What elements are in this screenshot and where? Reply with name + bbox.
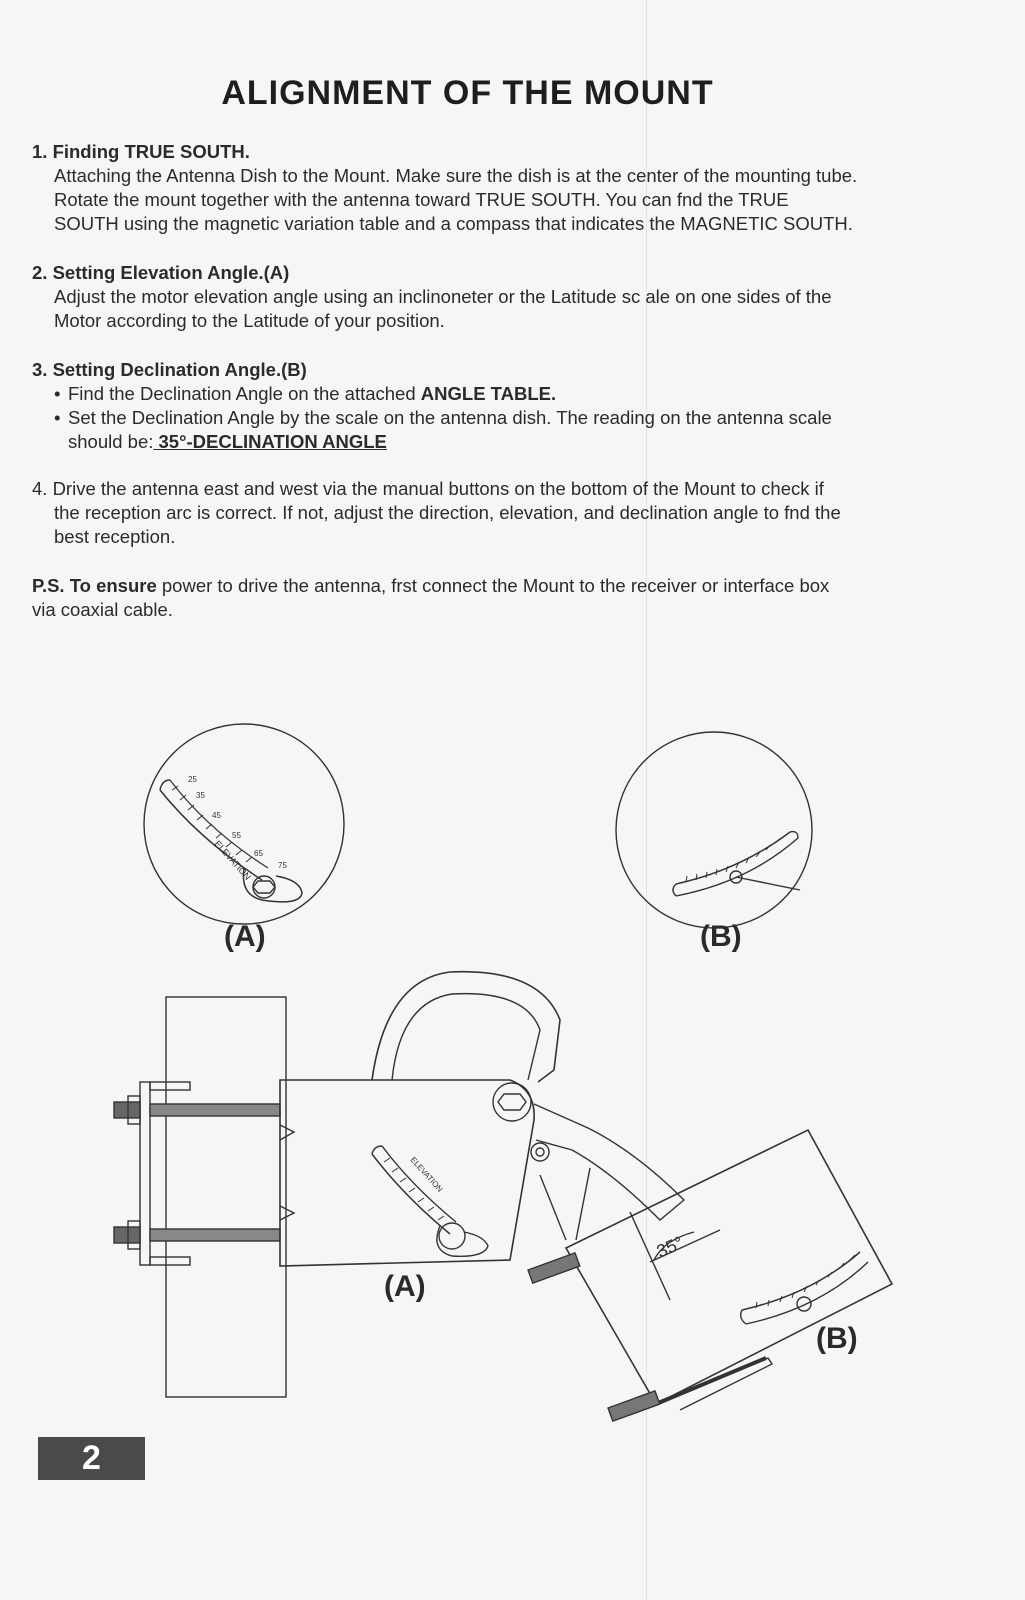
figure-label-a-detail: (A) xyxy=(224,920,266,953)
section-line: best reception. xyxy=(54,526,176,547)
section-heading: 3. Setting Declination Angle.(B) xyxy=(32,359,307,380)
ps-bold: P.S. To ensure xyxy=(32,575,157,596)
section-heading: 2. Setting Elevation Angle.(A) xyxy=(32,262,290,283)
bullet-item: • Find the Declination Angle on the attached ANGLE TABLE. xyxy=(54,383,557,404)
section-heading: 1. Finding TRUE SOUTH. xyxy=(32,141,250,162)
section-line: SOUTH using the magnetic variation table and a compass that indicates the MAGNETIC SOUTH. xyxy=(54,213,853,234)
scale-tick-label: 25 xyxy=(188,775,197,784)
dish-bracket xyxy=(528,1130,892,1421)
declination-angle-label: 35° xyxy=(653,1232,687,1262)
declination-scale-ticks-main xyxy=(756,1255,855,1308)
section-line: the reception arc is correct. If not, adjust the direction, elevation, and declination angle to fnd the xyxy=(54,502,841,523)
detail-circle-b xyxy=(616,732,812,928)
declination-scale-ticks-b xyxy=(686,838,781,882)
scale-word-main: ELEVATION xyxy=(408,1155,445,1194)
bullet-text: Set the Declination Angle by the scale on the antenna dish. The reading on the antenna scale xyxy=(68,407,832,428)
scale-tick-label: 75 xyxy=(278,861,287,870)
page-number-tab: 2 xyxy=(38,1437,145,1480)
scale-tick-label: 65 xyxy=(254,849,263,858)
detail-circle-a xyxy=(144,724,344,924)
page-title: ALIGNMENT OF THE MOUNT xyxy=(221,74,714,112)
section-line: Motor according to the Latitude of your position. xyxy=(54,310,445,331)
scale-tick-label: 55 xyxy=(232,831,241,840)
bullet-item: • Set the Declination Angle by the scale on the antenna dish. The reading on the antenna scale xyxy=(54,407,832,428)
pole-clamp xyxy=(114,1082,280,1265)
figure-label-b-detail: (B) xyxy=(700,920,742,953)
bullet-bold-text: ANGLE TABLE. xyxy=(420,383,557,404)
scale-tick-label: 45 xyxy=(212,811,221,820)
mounting-pole xyxy=(166,997,286,1397)
scale-tick-label: 35 xyxy=(196,791,205,800)
figure-label-a-main: (A) xyxy=(384,1270,426,1303)
bullet-text: should be: xyxy=(68,431,154,452)
figure-label-b-main: (B) xyxy=(816,1322,858,1355)
mount-arm xyxy=(531,1104,684,1240)
bullet-text: Find the Declination Angle on the attached xyxy=(68,383,421,404)
section-line: Attaching the Antenna Dish to the Mount. Make sure the dish is at the center of the mounting tube. xyxy=(54,165,858,186)
scale-word-a: ELEVATION xyxy=(212,838,253,882)
section-line: 4. Drive the antenna east and west via the manual buttons on the bottom of the Mount to check if xyxy=(32,478,824,499)
ps-text-line2: via coaxial cable. xyxy=(32,599,173,620)
ps-text: power to drive the antenna, frst connect the Mount to the receiver or interface box xyxy=(156,575,830,596)
declination-angle-emphasis: 35°-DECLINATION ANGLE xyxy=(153,431,387,452)
section-line: Rotate the mount together with the antenna toward TRUE SOUTH. You can fnd the TRUE xyxy=(54,189,789,210)
motor-body xyxy=(280,972,560,1266)
section-line: Adjust the motor elevation angle using an inclinoneter or the Latitude sc ale on one sides of the xyxy=(54,286,832,307)
